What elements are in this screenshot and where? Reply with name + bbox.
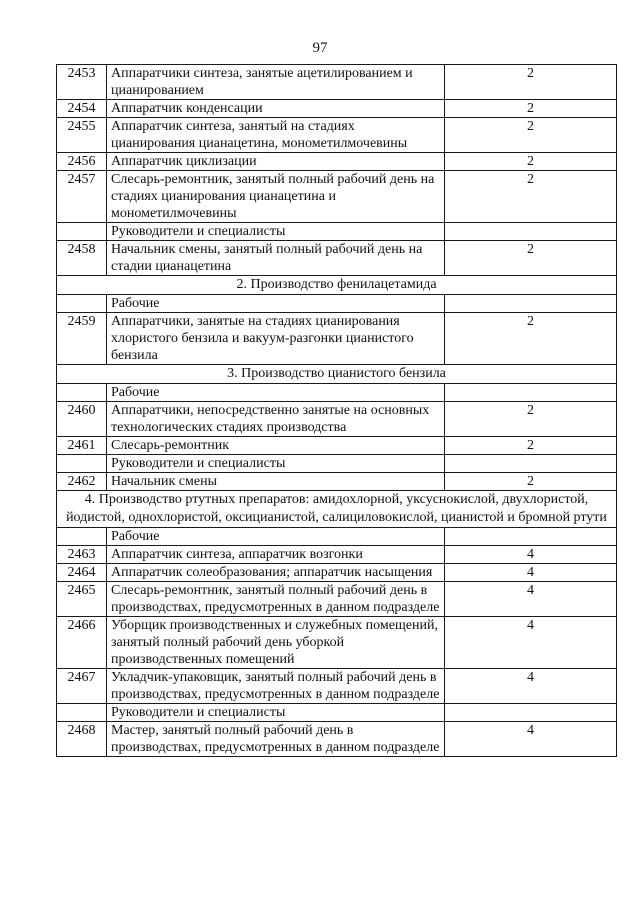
row-value [445,455,617,473]
row-value: 4 [445,582,617,617]
profession-name: Аппаратчик конденсации [107,100,445,118]
group-header-row [57,223,617,241]
profession-name: Укладчик-упаковщик, занятый полный рабочий день в производствах, предусмотренных в данном подразделе [107,669,445,704]
profession-name: Аппаратчики синтеза, занятые ацетилированием и цианированием [107,65,445,100]
row-value: 4 [445,546,617,564]
profession-name: Мастер, занятый полный рабочий день в производствах, предусмотренных в данном подразделе [107,722,445,757]
row-value: 2 [445,473,617,491]
profession-name: Слесарь-ремонтник, занятый полный рабочий день в производствах, предусмотренных в данном подразделе [107,582,445,617]
profession-name: Рабочие [107,295,445,313]
row-value: 4 [445,564,617,582]
table-row [57,100,617,118]
profession-name: Руководители и специалисты [107,704,445,722]
section-title: 3. Производство цианистого бензила [57,365,617,384]
profession-name: Руководители и специалисты [107,455,445,473]
profession-name: Аппаратчик циклизации [107,153,445,171]
table-row [57,118,617,153]
profession-name: Руководители и специалисты [107,223,445,241]
row-number: 2467 [57,669,107,704]
table-row [57,669,617,704]
row-value: 2 [445,65,617,100]
group-header-row [57,295,617,313]
row-number: 2453 [57,65,107,100]
table-row [57,402,617,437]
row-number: 2466 [57,617,107,669]
row-number: 2455 [57,118,107,153]
row-number: 2458 [57,241,107,276]
row-number [57,384,107,402]
profession-name: Аппаратчик синтеза, занятый на стадиях цианирования цианацетина, монометилмочевины [107,118,445,153]
section-title: 4. Производство ртутных препаратов: амидохлорной, уксуснокислой, двухлористой, йодистой, однохлористой, оксицианистой, салициловокислой, цианистой и бромной ртути [57,491,617,528]
table-row [57,722,617,757]
row-number: 2460 [57,402,107,437]
row-value [445,384,617,402]
table-row [57,473,617,491]
profession-name: Рабочие [107,528,445,546]
table-row [57,564,617,582]
row-value: 2 [445,313,617,365]
profession-name: Аппаратчики, занятые на стадиях цианирования хлористого бензила и вакуум-разгонки цианистого бензила [107,313,445,365]
group-header-row [57,455,617,473]
section-title: 2. Производство фенилацетамида [57,276,617,295]
table-row [57,546,617,564]
row-number: 2459 [57,313,107,365]
row-value: 2 [445,153,617,171]
table-row [57,65,617,100]
row-number: 2463 [57,546,107,564]
row-number: 2461 [57,437,107,455]
row-value [445,295,617,313]
row-number: 2462 [57,473,107,491]
profession-name: Слесарь-ремонтник [107,437,445,455]
group-header-row [57,384,617,402]
section-header-row [57,365,617,384]
row-value: 2 [445,437,617,455]
row-number [57,223,107,241]
profession-name: Аппаратчик солеобразования; аппаратчик насыщения [107,564,445,582]
table-row [57,171,617,223]
profession-name: Рабочие [107,384,445,402]
row-value: 4 [445,669,617,704]
profession-table [56,64,617,757]
row-number [57,704,107,722]
section-header-row [57,491,617,528]
row-value: 2 [445,241,617,276]
row-number: 2468 [57,722,107,757]
row-number [57,528,107,546]
table-row [57,582,617,617]
row-value [445,223,617,241]
page-number: 97 [312,40,328,56]
row-number: 2465 [57,582,107,617]
row-number: 2457 [57,171,107,223]
row-number [57,295,107,313]
row-number: 2454 [57,100,107,118]
row-value: 4 [445,722,617,757]
row-number [57,455,107,473]
table-body [57,65,617,757]
profession-name: Аппаратчик синтеза, аппаратчик возгонки [107,546,445,564]
row-value: 4 [445,617,617,669]
group-header-row [57,704,617,722]
group-header-row [57,528,617,546]
profession-name: Начальник смены, занятый полный рабочий день на стадии цианацетина [107,241,445,276]
row-number: 2464 [57,564,107,582]
row-number: 2456 [57,153,107,171]
profession-name: Слесарь-ремонтник, занятый полный рабочий день на стадиях цианирования цианацетина и монометилмочевины [107,171,445,223]
section-header-row [57,276,617,295]
row-value: 2 [445,171,617,223]
row-value: 2 [445,118,617,153]
table-row [57,617,617,669]
row-value [445,704,617,722]
table-row [57,313,617,365]
row-value [445,528,617,546]
table-row [57,153,617,171]
profession-name: Аппаратчики, непосредственно занятые на основных технологических стадиях производства [107,402,445,437]
table-row [57,241,617,276]
row-value: 2 [445,100,617,118]
profession-name: Начальник смены [107,473,445,491]
row-value: 2 [445,402,617,437]
table-row [57,437,617,455]
profession-name: Уборщик производственных и служебных помещений, занятый полный рабочий день уборкой производственных помещений [107,617,445,669]
